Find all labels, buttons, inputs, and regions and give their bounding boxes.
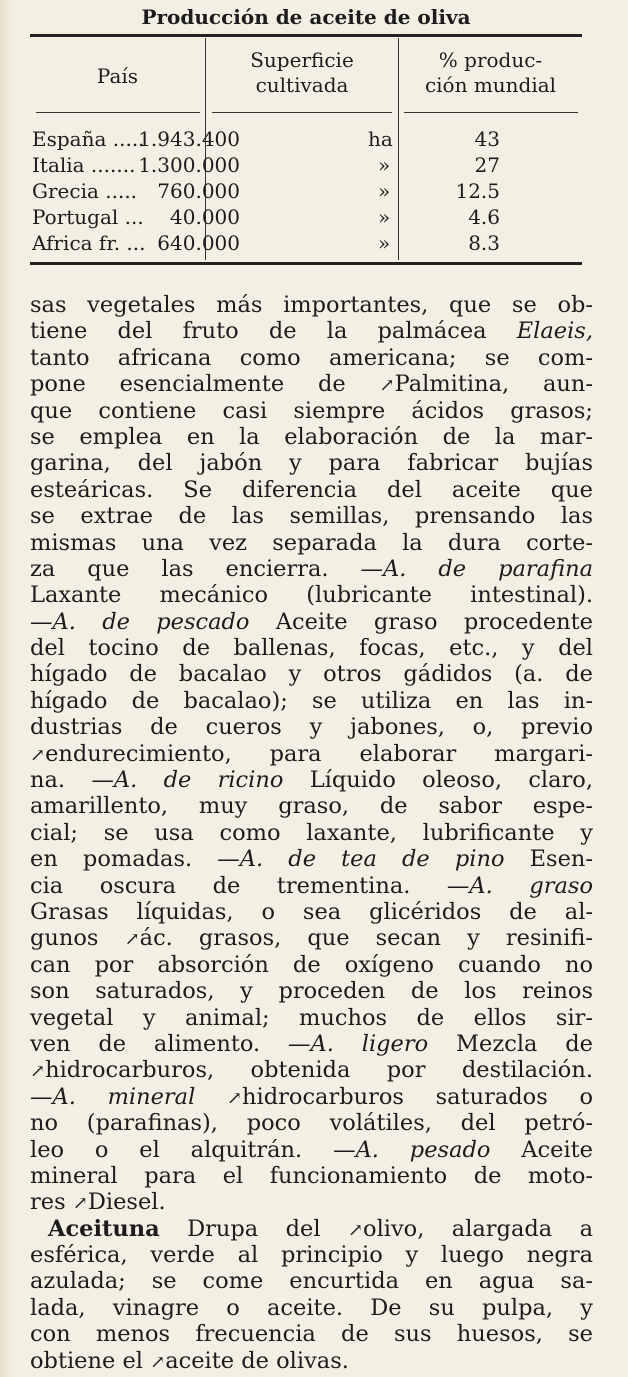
text-line: Grasas líquidas, o sea glicéridos de al- (30, 898, 593, 925)
text-line: pone esencialmente de ↗Palmitina, aun- (30, 371, 593, 398)
text-line: cia oscura de trementina. —A. graso (30, 872, 593, 899)
country-cell: España ..... (32, 127, 145, 151)
unit-cell: » (378, 205, 391, 229)
text-line: hígado de bacalao y otros gádidos (a. de (30, 661, 593, 688)
header-area-line1: Superficie (250, 48, 354, 72)
country-cell: Grecia ..... (32, 179, 138, 203)
entry-headword: Aceituna (48, 1215, 160, 1242)
arrow-up-right-icon: ↗ (124, 929, 140, 951)
arrow-up-right-icon: ↗ (30, 744, 46, 766)
text-line: —A. mineral ↗hidrocarburos saturados o (30, 1083, 593, 1110)
unit-cell: ha (368, 127, 393, 151)
arrow-up-right-icon: ↗ (226, 1087, 243, 1109)
table-row (30, 178, 582, 204)
header-underline (36, 112, 200, 113)
text-line: vegetal y animal; muchos de ellos sir- (30, 1004, 593, 1031)
text-line: cial; se usa como laxante, lubrificante y (30, 819, 593, 846)
text-line: ↗endurecimiento, para elaborar margari- (30, 740, 593, 767)
text-line: res ↗Diesel. (30, 1189, 166, 1216)
text-line: Laxante mecánico (lubricante intestinal). (30, 582, 593, 609)
table-row (30, 126, 582, 152)
text-line: dustrias de cueros y jabones, o, previo (30, 714, 593, 741)
text-line: za que las encierra. —A. de parafina (30, 555, 593, 582)
text-line: tanto africana como americana; se com- (30, 344, 593, 371)
page-gutter-shadow (0, 0, 14, 1377)
text-line: mismas una vez separada la dura corte- (30, 529, 593, 556)
percent-cell: 4.6 (468, 205, 500, 229)
text-line: se extrae de las semillas, prensando las (30, 503, 593, 530)
table-top-rule (30, 34, 582, 37)
text-line: esférica, verde al principio y luego negra (30, 1242, 593, 1269)
header-underline (404, 112, 578, 113)
text-line: lada, vinagre o aceite. De su pulpa, y (30, 1294, 593, 1321)
country-cell: Africa fr. ... (32, 231, 146, 255)
text-line: garina, del jabón y para fabricar bujías (30, 450, 593, 477)
unit-cell: » (378, 231, 391, 255)
area-cell: 760.000 (157, 179, 240, 203)
table-row (30, 152, 582, 178)
table-bottom-rule (30, 262, 582, 265)
percent-cell: 8.3 (468, 231, 500, 255)
arrow-up-right-icon: ↗ (72, 1193, 88, 1215)
text-line: ven de alimento. —A. ligero Mezcla de (30, 1030, 593, 1057)
table-row (30, 230, 582, 256)
text-line: que contiene casi siempre ácidos grasos; (30, 397, 593, 424)
text-line: en pomadas. —A. de tea de pino Esen- (30, 846, 593, 873)
area-cell: 1.300.000 (138, 153, 240, 177)
text-line: esteáricas. Se diferencia del aceite que (30, 476, 593, 503)
text-line: obtiene el ↗aceite de olivas. (30, 1347, 349, 1374)
header-country: País (96, 64, 139, 88)
text-line: amarillento, muy graso, de sabor espe- (30, 793, 593, 820)
text-line: se emplea en la elaboración de la mar- (30, 423, 593, 450)
text-line: mineral para el funcionamiento de moto- (30, 1162, 593, 1189)
percent-cell: 43 (474, 127, 500, 151)
text-line: —A. de pescado Aceite graso procedente (30, 608, 594, 635)
unit-cell: » (378, 153, 391, 177)
dictionary-entry-text (30, 292, 593, 1374)
country-cell: Portugal ... (32, 205, 144, 229)
text-line: can por absorción de oxígeno cuando no (30, 951, 593, 978)
area-cell: 640.000 (157, 231, 240, 255)
header-pct-line1: % produc- (438, 48, 543, 72)
text-line: azulada; se come encurtida en agua sa- (30, 1268, 593, 1295)
text-line: sas vegetales más importantes, que se ob- (30, 292, 593, 318)
arrow-up-right-icon: ↗ (150, 1351, 166, 1373)
arrow-up-right-icon: ↗ (347, 1219, 364, 1241)
text-line: no (parafinas), poco volátiles, del petró- (30, 1110, 593, 1137)
header-pct-line2: ción mundial (424, 73, 557, 97)
text-line: leo o el alquitrán. —A. pesado Aceite (30, 1136, 594, 1163)
header-underline (212, 112, 392, 113)
entry-headword-line: Aceituna Drupa del ↗olivo, alargada a (48, 1215, 593, 1242)
table-title: Producción de aceite de oliva (141, 5, 471, 29)
text-line: na. —A. de ricino Líquido oleoso, claro, (30, 767, 593, 794)
text-line: del tocino de ballenas, focas, etc., y del (30, 635, 593, 662)
text-line: hígado de bacalao); se utiliza en las in- (30, 687, 593, 714)
area-cell: 40.000 (170, 205, 240, 229)
text-line: ↗hidrocarburos, obtenida por destilación. (30, 1057, 593, 1084)
text-line: tiene del fruto de la palmácea Elaeis, (30, 318, 593, 345)
unit-cell: » (378, 179, 391, 203)
text-line: gunos ↗ác. grasos, que secan y resinifi- (30, 925, 593, 952)
text-line: son saturados, y proceden de los reinos (30, 978, 593, 1005)
area-cell: 1.943.400 (138, 127, 240, 151)
percent-cell: 12.5 (455, 179, 500, 203)
header-area-line2: cultivada (255, 73, 349, 97)
text-line: con menos frecuencia de sus huesos, se (30, 1321, 593, 1348)
arrow-up-right-icon: ↗ (379, 375, 395, 397)
table-row (30, 204, 582, 230)
percent-cell: 27 (474, 153, 500, 177)
arrow-up-right-icon: ↗ (30, 1061, 46, 1083)
country-cell: Italia ....... (32, 153, 136, 177)
